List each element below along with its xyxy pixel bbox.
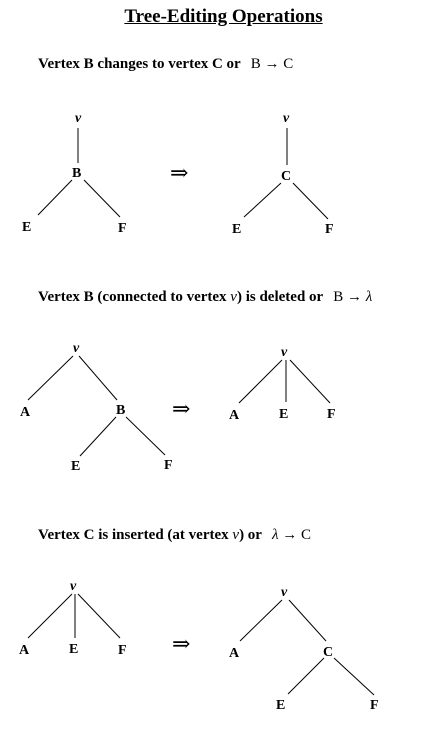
edge-c-f xyxy=(293,183,328,219)
node-v: v xyxy=(281,345,288,360)
node-e: E xyxy=(279,407,289,422)
edge-c-e xyxy=(288,658,324,694)
op2-heading-prefix: Vertex B (connected to vertex xyxy=(38,289,227,305)
edge-c-e xyxy=(244,183,281,217)
op3-rule-arrow: → xyxy=(282,527,298,543)
op3-heading-var: v xyxy=(232,527,240,543)
edge-v-a xyxy=(28,356,73,400)
node-v: v xyxy=(283,111,290,126)
node-b: B xyxy=(72,166,82,181)
op2-rule-right: λ xyxy=(365,289,373,305)
node-f: F xyxy=(118,643,127,658)
edge-b-e xyxy=(38,180,72,215)
op1-heading-text: Vertex B changes to vertex C or xyxy=(38,56,241,72)
node-e: E xyxy=(276,698,286,713)
op1-rule-right: C xyxy=(283,56,294,72)
page-title: Tree-Editing Operations xyxy=(124,6,323,27)
edge-v-c xyxy=(289,600,326,641)
edge-b-f xyxy=(126,417,165,455)
node-e: E xyxy=(22,220,32,235)
node-v: v xyxy=(75,111,82,126)
node-f: F xyxy=(164,458,173,473)
node-a: A xyxy=(229,646,240,661)
tree3-before xyxy=(19,579,127,658)
node-v: v xyxy=(281,585,288,600)
node-a: A xyxy=(229,408,240,423)
node-f: F xyxy=(325,222,334,237)
op3-rule-left: λ xyxy=(271,527,279,543)
edge-c-f xyxy=(334,658,374,695)
tree1-after xyxy=(232,111,334,237)
node-f: F xyxy=(370,698,379,713)
node-e: E xyxy=(232,222,242,237)
tree2-after xyxy=(229,345,336,423)
node-v: v xyxy=(73,341,80,356)
op3-heading-prefix: Vertex C is inserted (at vertex xyxy=(38,527,229,543)
node-a: A xyxy=(20,405,31,420)
edge-b-f xyxy=(84,180,120,217)
node-b: B xyxy=(116,403,126,418)
op2-heading-var: v xyxy=(230,289,237,305)
edge-v-a xyxy=(28,594,72,638)
node-a: A xyxy=(19,643,30,658)
edge-v-a xyxy=(239,360,282,403)
op3-rule-right: C xyxy=(300,527,311,543)
implies-arrow-2: ⇒ xyxy=(172,396,191,421)
implies-arrow-1: ⇒ xyxy=(170,160,189,185)
edge-v-b xyxy=(79,356,117,400)
node-f: F xyxy=(118,221,127,236)
op2-rule-arrow: → xyxy=(346,289,362,305)
edge-v-a xyxy=(240,600,282,641)
node-f: F xyxy=(327,407,336,422)
node-v: v xyxy=(70,579,77,594)
edge-b-e xyxy=(80,417,116,456)
op1-rule-arrow: → xyxy=(264,56,280,72)
edge-v-f xyxy=(290,360,330,403)
tree2-before xyxy=(20,341,173,474)
edge-v-f xyxy=(78,594,120,638)
node-c: C xyxy=(323,645,334,660)
op2-heading-suffix: ) is deleted or xyxy=(236,289,324,305)
op1-rule-left: B xyxy=(250,56,261,72)
op2-rule-left: B xyxy=(333,289,344,305)
op3-heading-suffix: ) or xyxy=(239,527,262,543)
node-e: E xyxy=(69,642,79,657)
tree1-before xyxy=(22,111,127,236)
node-e: E xyxy=(71,459,81,474)
implies-arrow-3: ⇒ xyxy=(172,631,191,656)
node-c: C xyxy=(281,169,292,184)
tree3-after xyxy=(229,585,379,713)
